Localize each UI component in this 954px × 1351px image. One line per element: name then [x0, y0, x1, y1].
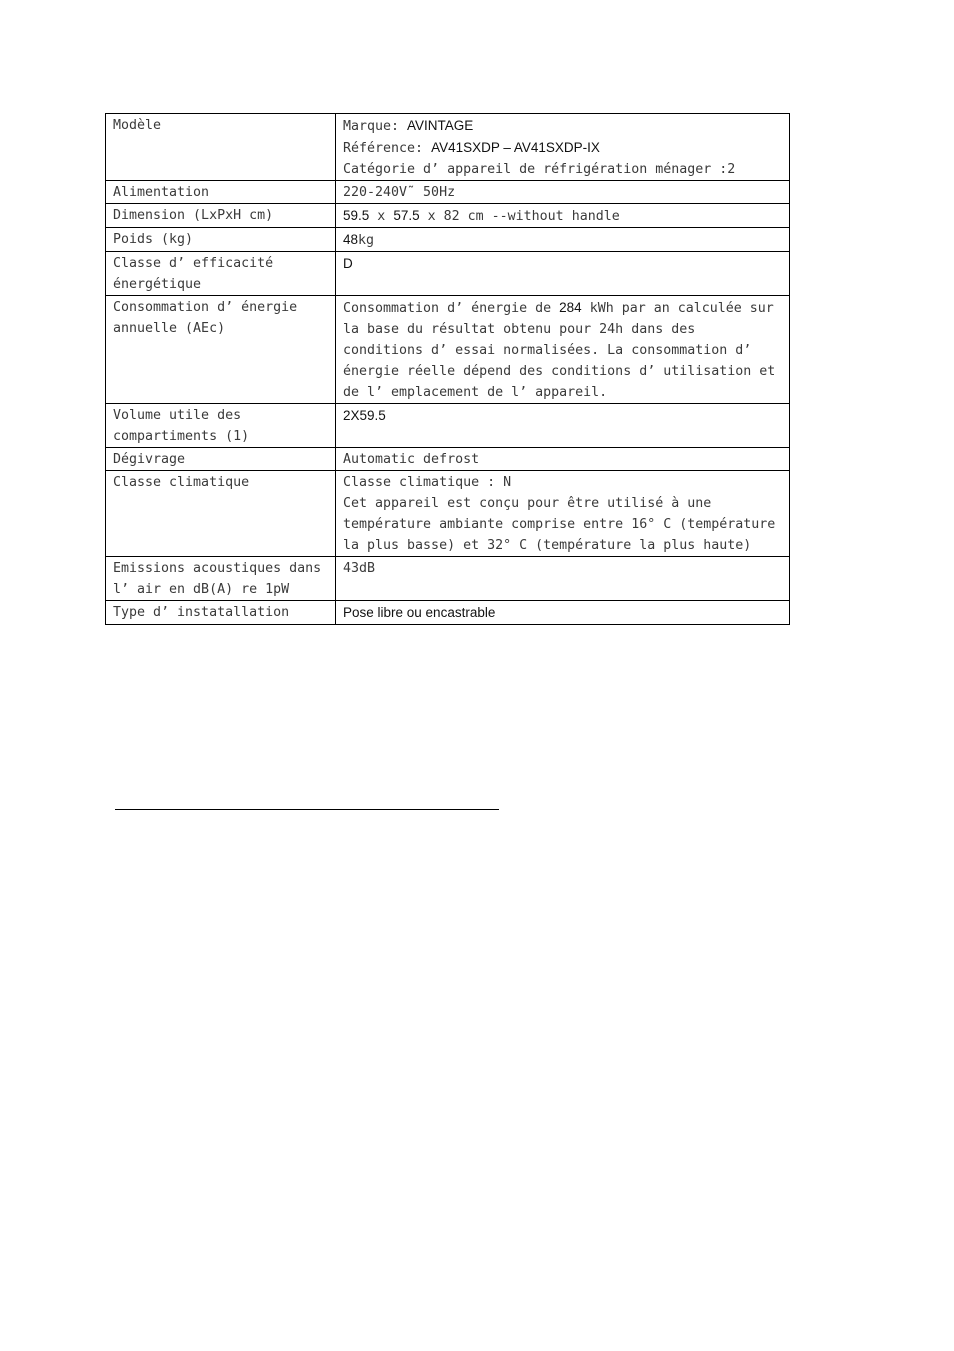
row-value — [336, 601, 790, 625]
label-emissions-1: Emissions acoustiques dans — [113, 561, 322, 576]
label-installation: Type d’ instatallation — [113, 605, 290, 620]
row-value — [336, 448, 790, 471]
table-row — [106, 252, 790, 296]
installation-value: Pose libre ou encastrable — [343, 605, 496, 620]
climatique-line1: Classe climatique : N — [343, 475, 512, 490]
table-row — [106, 557, 790, 601]
categorie-line: Catégorie d’ appareil de réfrigération ménager :2 — [343, 162, 736, 177]
row-label — [106, 448, 336, 471]
reference-value: AV41SXDP – AV41SXDP-IX — [431, 140, 600, 155]
label-emissions-2: l’ air en dB(A) re 1pW — [113, 582, 290, 597]
label-efficacite-2: énergétique — [113, 277, 202, 292]
row-value — [336, 114, 790, 181]
marque-line — [343, 115, 782, 137]
row-value — [336, 471, 790, 557]
table-row — [106, 601, 790, 625]
degivrage-value: Automatic defrost — [343, 452, 480, 467]
dimension-width: 59.5 — [343, 208, 370, 223]
label-poids: Poids (kg) — [113, 232, 194, 247]
table-row — [106, 448, 790, 471]
label-consommation-1: Consommation d’ énergie — [113, 300, 298, 315]
consommation-suffix: kWh par an calculée sur la base du résultat obtenu pour 24h dans des conditions d’ essai normalisées. La consommation d’ énergie réelle dépend des conditions d’ utilisation et de l’ emplacement de l’ appareil. — [343, 301, 784, 400]
table-row — [106, 204, 790, 228]
dimension-value — [343, 205, 782, 227]
climatique-text: Cet appareil est conçu pour être utilisé à une température ambiante comprise entre 16° C (température la plus basse) et 32° C (température la plus haute) — [343, 496, 776, 553]
label-modele: Modèle — [113, 118, 162, 133]
marque-value: AVINTAGE — [407, 118, 474, 133]
row-label — [106, 296, 336, 404]
table-row — [106, 296, 790, 404]
row-label — [106, 557, 336, 601]
consommation-text — [343, 297, 782, 403]
dimension-sep: x — [369, 209, 394, 224]
label-volume-1: Volume utile des — [113, 408, 242, 423]
row-label — [106, 601, 336, 625]
label-volume-2: compartiments (1) — [113, 429, 250, 444]
reference-line — [343, 137, 782, 159]
row-value — [336, 204, 790, 228]
row-label — [106, 181, 336, 204]
table-row — [106, 471, 790, 557]
poids-number: 48 — [343, 232, 359, 247]
label-efficacite-1: Classe d’ efficacité — [113, 256, 274, 271]
row-value — [336, 404, 790, 448]
volume-value: 2X59.5 — [343, 408, 386, 423]
row-label — [106, 114, 336, 181]
row-label — [106, 404, 336, 448]
emissions-value: 43dB — [343, 561, 376, 576]
table-row — [106, 181, 790, 204]
row-value — [336, 296, 790, 404]
label-degivrage: Dégivrage — [113, 452, 186, 467]
reference-prefix: Référence: — [343, 141, 432, 156]
label-consommation-2: annuelle (AEc) — [113, 321, 226, 336]
table-row — [106, 114, 790, 181]
row-label — [106, 252, 336, 296]
consommation-kwh: 284 — [559, 300, 582, 315]
footnote-separator — [115, 809, 499, 810]
consommation-prefix: Consommation d’ énergie de — [343, 301, 560, 316]
table-row — [106, 404, 790, 448]
dimension-rest: x 82 cm --without handle — [419, 209, 620, 224]
label-climatique: Classe climatique — [113, 475, 250, 490]
row-value — [336, 252, 790, 296]
marque-prefix: Marque: — [343, 119, 408, 134]
row-label — [106, 204, 336, 228]
row-label — [106, 471, 336, 557]
row-value — [336, 228, 790, 252]
alimentation-value: 220-240V˜ 50Hz — [343, 185, 456, 200]
efficacite-value: D — [343, 256, 353, 271]
poids-unit: kg — [358, 233, 375, 248]
label-alimentation: Alimentation — [113, 185, 210, 200]
label-dimension: Dimension (LxPxH cm) — [113, 208, 274, 223]
row-value — [336, 557, 790, 601]
row-label — [106, 228, 336, 252]
table-row — [106, 228, 790, 252]
spec-table — [105, 113, 790, 625]
dimension-depth: 57.5 — [393, 208, 420, 223]
row-value — [336, 181, 790, 204]
